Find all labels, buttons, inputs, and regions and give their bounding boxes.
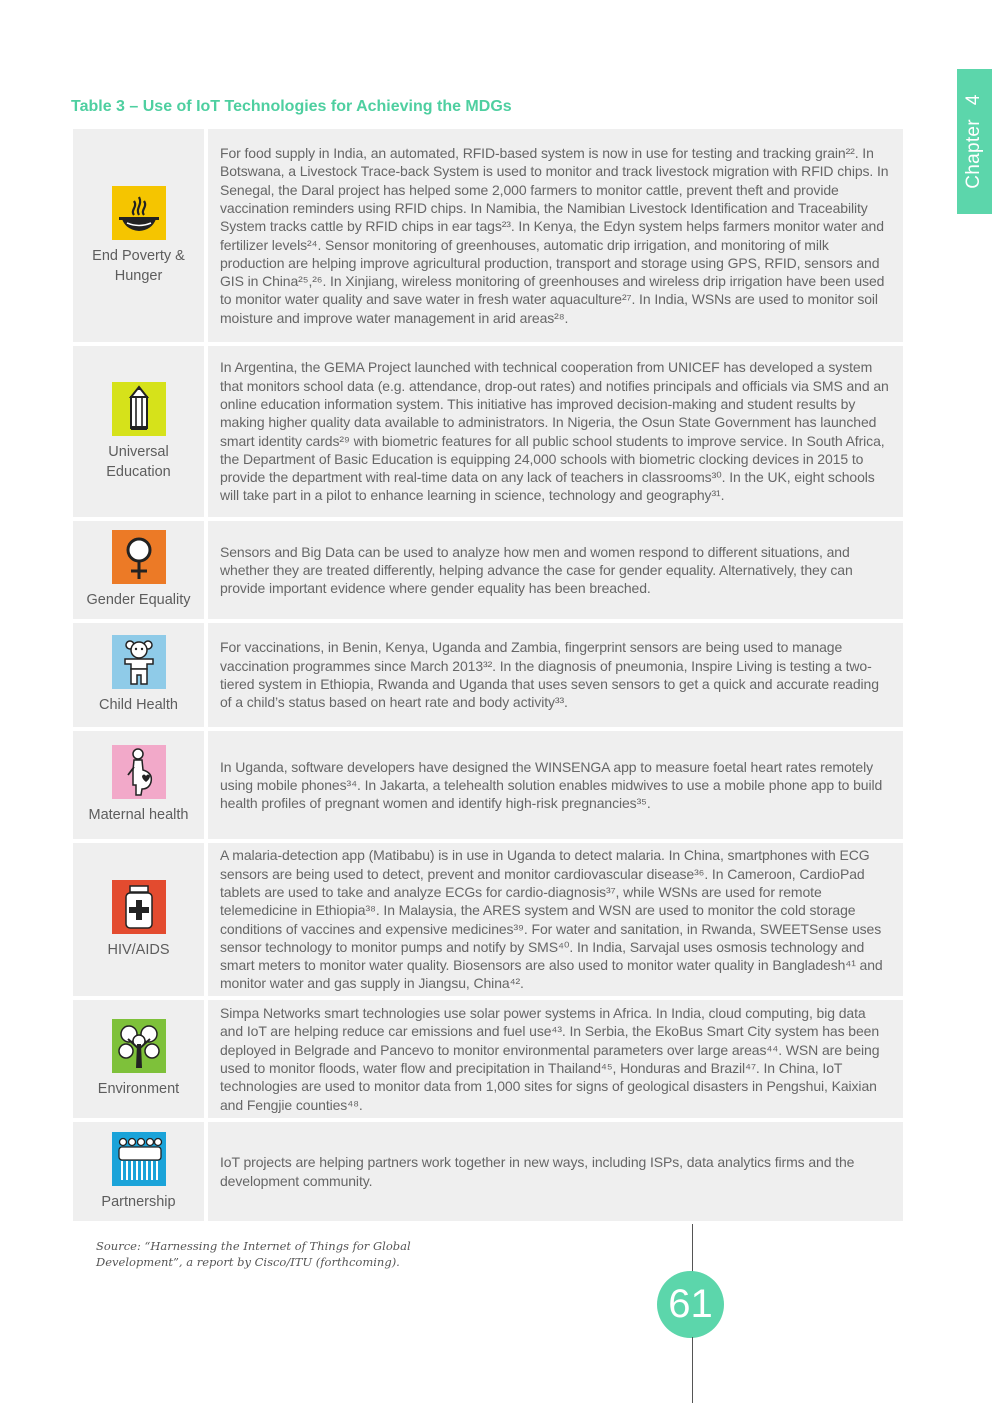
- description-cell: [208, 1122, 903, 1221]
- table-row: [73, 731, 903, 839]
- goal-label: HIV/AIDS: [107, 941, 170, 958]
- description-cell: [208, 1000, 903, 1118]
- table-row: [73, 1000, 903, 1118]
- people-group-icon: [112, 1132, 166, 1186]
- chapter-number: 4: [962, 94, 984, 106]
- goal-label: Maternal health: [88, 807, 189, 823]
- source-text: “Harnessing the Internet of Things for Global Development”, a report by Cisco/ITU (forthcoming).: [96, 1239, 411, 1269]
- goal-cell: [73, 1122, 204, 1221]
- description-text: In Uganda, software developers have designed the WINSENGA app to measure foetal heart rates remotely using mobile phones³⁴. In Jakarta, a telehealth solution enables midwives to use a mobile phone app to build health profiles of pregnant women and identify high-risk pregnancies³⁵.: [220, 758, 883, 812]
- divider-line-bottom: [692, 1337, 693, 1403]
- description-text: IoT projects are helping partners work together in new ways, including ISPs, data analytics firms and the development community.: [220, 1154, 855, 1189]
- source-note: [96, 1238, 456, 1270]
- description-cell: [208, 129, 903, 342]
- goal-cell: [73, 521, 204, 619]
- goal-cell: [73, 623, 204, 727]
- goal-label: Partnership: [101, 1193, 176, 1210]
- table-row: [73, 346, 903, 517]
- table-row: [73, 129, 903, 342]
- description-cell: [208, 623, 903, 727]
- description-text: In Argentina, the GEMA Project launched with technical cooperation from UNICEF has developed a system that monitors school data (e.g. attendance, drop-out rates) and notifies principals and officials via SMS and an online education information system. This initiative has improved decision-making and student results by making higher quality data available to administrators. In Nigeria, the Osun State Government has launched smart identity cards²⁹ with biometric features for all public school students to improve service. In South Africa, the Department of Basic Education is equipping 24,000 schools with biometric clocking devices in 2015 to provide the department with real-time data on any lack of teachers in classrooms³⁰. In the UK, eight schools will take part in a pilot to enhance learning in science, technology and geography³¹.: [220, 359, 889, 504]
- goal-cell: [73, 1000, 204, 1118]
- description-text: A malaria-detection app (Matibabu) is in use in Uganda to detect malaria. In China, smartphones with ECG sensors are being used to detect, prevent and monitor cardiovascular disease³⁶. In Cameroon, CardioPad tablets are used to take and analyze ECGs for cardio-diagnosis³⁷, while WSNs are used for remote telemedicine in Ethiopia³⁸. In Malaysia, the ARES system and WSN are used to monitor the cold storage conditions of vaccines and expensive medicines³⁹. For water and sanitation, in Rwanda, SWEETSense uses sensor technology to monitor pumps and notify by SMS⁴⁰. In India, Sarvajal uses osmosis technology and smart meters to monitor water quality. Biosensors are also used to monitor water quality in Bangladesh⁴¹ and monitor water and gas supply in Jiangsu, China⁴².: [220, 847, 883, 992]
- table-row: [73, 623, 903, 727]
- mdg-table: [73, 129, 903, 1225]
- table-row: [73, 521, 903, 619]
- child-toy-icon: [112, 635, 166, 689]
- description-cell: [208, 731, 903, 839]
- medicine-bottle-icon: [112, 880, 166, 934]
- female-symbol-icon: [112, 530, 166, 584]
- pencil-icon: [112, 382, 166, 436]
- tree-icon: [112, 1019, 166, 1073]
- chapter-tab: [957, 69, 992, 214]
- description-cell: [208, 843, 903, 996]
- goal-label: Universal Education: [106, 443, 171, 480]
- goal-label: Child Health: [99, 697, 178, 713]
- chapter-label: Chapter: [962, 119, 984, 189]
- description-text: Sensors and Big Data can be used to analyze how men and women respond to different situations, and whether they are treated differently, helping advance the case for gender equality. Alternatively, they can provide important evidence where gender equality has been breached.: [220, 543, 853, 597]
- description-text: For vaccinations, in Benin, Kenya, Uganda and Zambia, fingerprint sensors are being used to manage vaccination programmes since March 2013³². In the diagnosis of pneumonia, Inspire Living is testing a two-tiered system in Ethiopia, Rwanda and Uganda that uses seven sensors to get a quick and accurate reading of a child’s status based on heart rate and body activity³³.: [220, 639, 879, 711]
- goal-cell: [73, 346, 204, 517]
- goal-label: Gender Equality: [86, 592, 191, 608]
- goal-label: Environment: [97, 1081, 180, 1097]
- source-prefix: Source:: [96, 1239, 141, 1253]
- description-cell: [208, 521, 903, 619]
- pregnant-woman-icon: [112, 745, 166, 799]
- goal-cell: [73, 129, 204, 342]
- goal-cell: [73, 843, 204, 996]
- description-text: Simpa Networks smart technologies use solar power systems in Africa. In India, cloud computing, big data and IoT are helping reduce car emissions and fuel use⁴³. In Serbia, the EkoBus Smart City system has been deployed in Belgrade and Pancevo to monitor environmental parameters over large areas⁴⁴. WSN are being used to monitor floods, water flow and precipitation in Thailand⁴⁵, Honduras and Brazil⁴⁷. In China, IoT technologies are used to monitor data from 1,000 sites for signs of geological disasters in Pengshui, Kaixian and Fengjie counties⁴⁸.: [220, 1005, 880, 1113]
- soup-bowl-icon: [112, 186, 166, 240]
- description-text: For food supply in India, an automated, RFID-based system is now in use for testing and tracking grain²². In Botswana, a Livestock Trace-back System is used to monitor and track livestock migration with RFID chips. In Senegal, the Daral project has helped some 2,000 farmers to monitor cattle, prevent theft and provide vaccination reminders using RFID chips. In Namibia, the Namibian Livestock Identification and Traceability System tracks cattle by RFID chips in ear tags²³. In Kenya, the Edyn system helps farmers monitor water and fertilizer levels²⁴. Sensor monitoring of greenhouses, automatic drip irrigation, and monitoring of milk production are helping improve agricultural production, transport and storage using GPS, RFID, sensors and GIS in China²⁵,²⁶. In Xinjiang, wireless monitoring of greenhouses and wireless drip irrigation have been used to monitor water quality and save water in fresh water aquaculture²⁷. In India, WSNs are used to monitor soil moisture and improve water management in arid areas²⁸.: [220, 145, 889, 326]
- table-title: Table 3 – Use of IoT Technologies for Achieving the MDGs: [71, 98, 512, 115]
- goal-label: End Poverty & Hunger: [92, 247, 185, 284]
- goal-cell: [73, 731, 204, 839]
- page-number: 61: [657, 1271, 724, 1338]
- table-row: [73, 1122, 903, 1221]
- description-cell: [208, 346, 903, 517]
- divider-line-top: [692, 1224, 693, 1273]
- table-row: [73, 843, 903, 996]
